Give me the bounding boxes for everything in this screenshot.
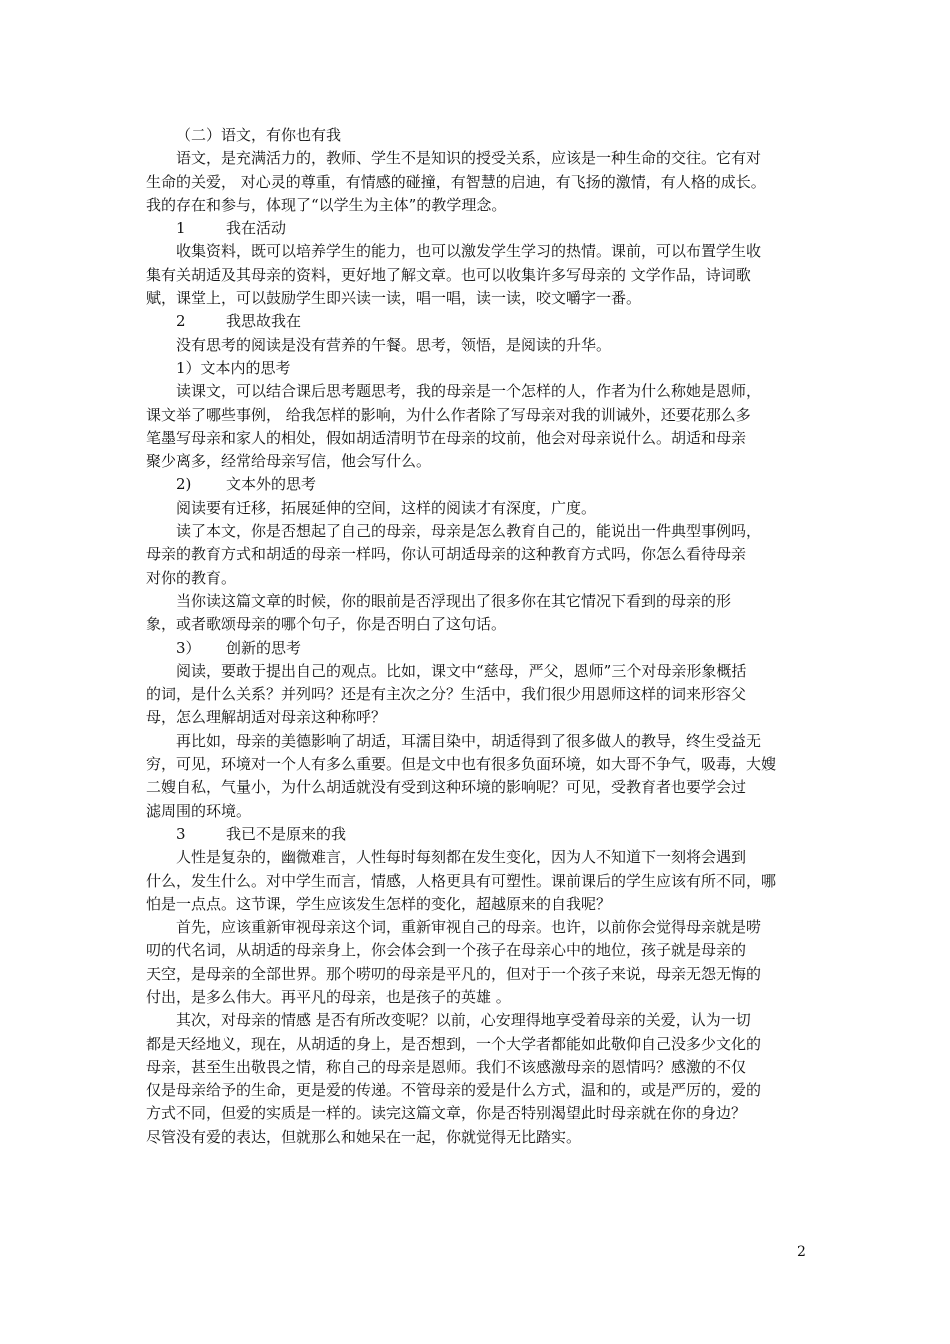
text-line: 都是天经地义，现在，从胡适的身上，是否想到，一个大学者都能如此敬仰自己没多少文化的 — [146, 1034, 762, 1053]
text-line: 付出，是多么伟大。再平凡的母亲，也是孩子的英雄 。 — [146, 987, 511, 1006]
text-line: 读了本文，你是否想起了自己的母亲，母亲是怎么教育自己的，能说出一件典型事例吗， — [176, 522, 762, 541]
paragraph-outside-3 — [146, 590, 808, 637]
text-line: 首先，应该重新审视母亲这个词，重新审视自己的母亲。也许，以前你会觉得母亲就是唠 — [176, 918, 762, 937]
text-line: 生命的关爱， 对心灵的尊重，有情感的碰撞，有智慧的启迪，有飞扬的激情，有人格的成长。 — [146, 172, 766, 191]
text-line: 象，或者歌颂母亲的哪个句子，你是否明白了这句话。 — [146, 615, 507, 634]
heading-number: 2 — [176, 312, 186, 331]
text-line: 怕是一点点。这节课，学生应该发生怎样的变化，超越原来的自我呢？ — [146, 894, 612, 913]
paragraph-intro — [146, 147, 808, 217]
subheading-inside: 1）文本内的思考 — [176, 358, 291, 377]
paragraph-inside — [146, 380, 808, 473]
section-title: （二）语文，有你也有我 — [176, 126, 342, 144]
text-line: 收集资料，既可以培养学生的能力，也可以激发学生学习的热情。课前，可以布置学生收 — [176, 242, 762, 261]
text-line: 母亲，甚至生出敬畏之情，称自己的母亲是恩师。我们不该感激母亲的恩情吗？感激的不仅 — [146, 1057, 747, 1076]
text-line: 方式不同，但爱的实质是一样的。读完这篇文章，你是否特别渴望此时母亲就在你的身边？ — [146, 1104, 747, 1123]
text-line: 当你读这篇文章的时候，你的眼前是否浮现出了很多你在其它情况下看到的母亲的形 — [176, 591, 732, 610]
text-line: 笔墨写母亲和家人的相处，假如胡适清明节在母亲的坟前，他会对母亲说什么。胡适和母亲 — [146, 428, 747, 447]
subheading-outside — [146, 473, 808, 496]
text-line: 的词，是什么关系？并列吗？还是有主次之分？生活中，我们很少用恩师这样的词来形容父 — [146, 685, 747, 704]
heading-label: 我思故我在 — [226, 312, 302, 331]
paragraph-think: 没有思考的阅读是没有营养的午餐。思考，领悟，是阅读的升华。 — [176, 335, 612, 354]
text-line: 课文举了哪些事例， 给我怎样的影响，为什么作者除了写母亲对我的训诫外，还要花那么多 — [146, 405, 751, 424]
text-line: 仅是母亲给予的生命，更是爱的传递。不管母亲的爱是什么方式，温和的，或是严厉的，爱的 — [146, 1081, 762, 1100]
text-line: 语文，是充满活力的，教师、学生不是知识的授受关系，应该是一种生命的交往。它有对 — [176, 149, 762, 168]
page-number: 2 — [797, 1244, 806, 1260]
text-line: 阅读，要敢于提出自己的观点。比如，课文中“慈母，严父，恩师”三个对母亲形象概括 — [176, 661, 747, 680]
text-line: 母，怎么理解胡适对母亲这种称呼？ — [146, 708, 387, 727]
heading-change — [146, 823, 808, 846]
heading-number: 3） — [176, 638, 201, 657]
heading-think — [146, 310, 808, 333]
text-line: 聚少离多，经常给母亲写信，他会写什么。 — [146, 452, 432, 471]
text-line: 读课文，可以结合课后思考题思考，我的母亲是一个怎样的人，作者为什么称她是恩师， — [176, 382, 762, 401]
heading-label: 我在活动 — [226, 219, 287, 238]
text-line: 我的存在和参与，体现了“以学生为主体”的教学理念。 — [146, 195, 507, 214]
paragraph-change-3 — [146, 1009, 808, 1149]
paragraph-activity — [146, 240, 808, 310]
text-line: 叨的代名词，从胡适的母亲身上，你会体会到一个孩子在母亲心中的地位，孩子就是母亲的 — [146, 941, 747, 960]
heading-label: 创新的思考 — [226, 638, 302, 657]
subheading-creative — [146, 637, 808, 660]
text-line: 再比如，母亲的美德影响了胡适，耳濡目染中，胡适得到了很多做人的教导，终生受益无 — [176, 731, 762, 750]
text-line: 二嫂自私，气量小，为什么胡适就没有受到这种环境的影响呢？可见，受教育者也要学会过 — [146, 778, 747, 797]
heading-activity — [146, 217, 808, 240]
heading-number: 2) — [176, 475, 192, 494]
text-line: 赋，课堂上，可以鼓励学生即兴读一读，唱一唱，读一读，咬文嚼字一番。 — [146, 289, 642, 308]
paragraph-outside-1: 阅读要有迁移，拓展延伸的空间，这样的阅读才有深度，广度。 — [176, 498, 597, 517]
text-line: 尽管没有爱的表达，但就那么和她呆在一起，你就觉得无比踏实。 — [146, 1127, 582, 1146]
text-line: 人性是复杂的，幽微难言，人性每时每刻都在发生变化，因为人不知道下一刻将会遇到 — [176, 848, 747, 867]
paragraph-creative-2 — [146, 730, 808, 823]
text-line: 集有关胡适及其母亲的资料，更好地了解文章。也可以收集许多写母亲的 文学作品，诗词歌 — [146, 265, 751, 284]
text-line: 母亲的教育方式和胡适的母亲一样吗，你认可胡适母亲的这种教育方式吗，你怎么看待母亲 — [146, 545, 747, 564]
heading-label: 我已不是原来的我 — [226, 824, 347, 843]
paragraph-outside-2 — [146, 520, 808, 590]
text-line: 天空，是母亲的全部世界。那个唠叨的母亲是平凡的，但对于一个孩子来说，母亲无怨无悔的 — [146, 964, 762, 983]
document-body — [146, 124, 808, 1149]
text-line: 对你的教育。 — [146, 568, 237, 587]
text-line: 其次，对母亲的情感 是否有所改变呢？以前，心安理得地享受着母亲的关爱，认为一切 — [176, 1011, 751, 1030]
heading-label: 文本外的思考 — [226, 475, 317, 494]
paragraph-change-1 — [146, 846, 808, 916]
text-line: 滤周围的环境。 — [146, 801, 252, 820]
heading-number: 1 — [176, 219, 186, 238]
text-line: 什么，发生什么。对中学生而言，情感，人格更具有可塑性。课前课后的学生应该有所不同，哪 — [146, 871, 777, 890]
text-line: 穷，可见，环境对一个人有多么重要。但是文中也有很多负面环境，如大哥不争气，吸毒，大嫂 — [146, 755, 777, 774]
heading-number: 3 — [176, 824, 186, 843]
paragraph-creative-1 — [146, 660, 808, 730]
paragraph-change-2 — [146, 916, 808, 1009]
